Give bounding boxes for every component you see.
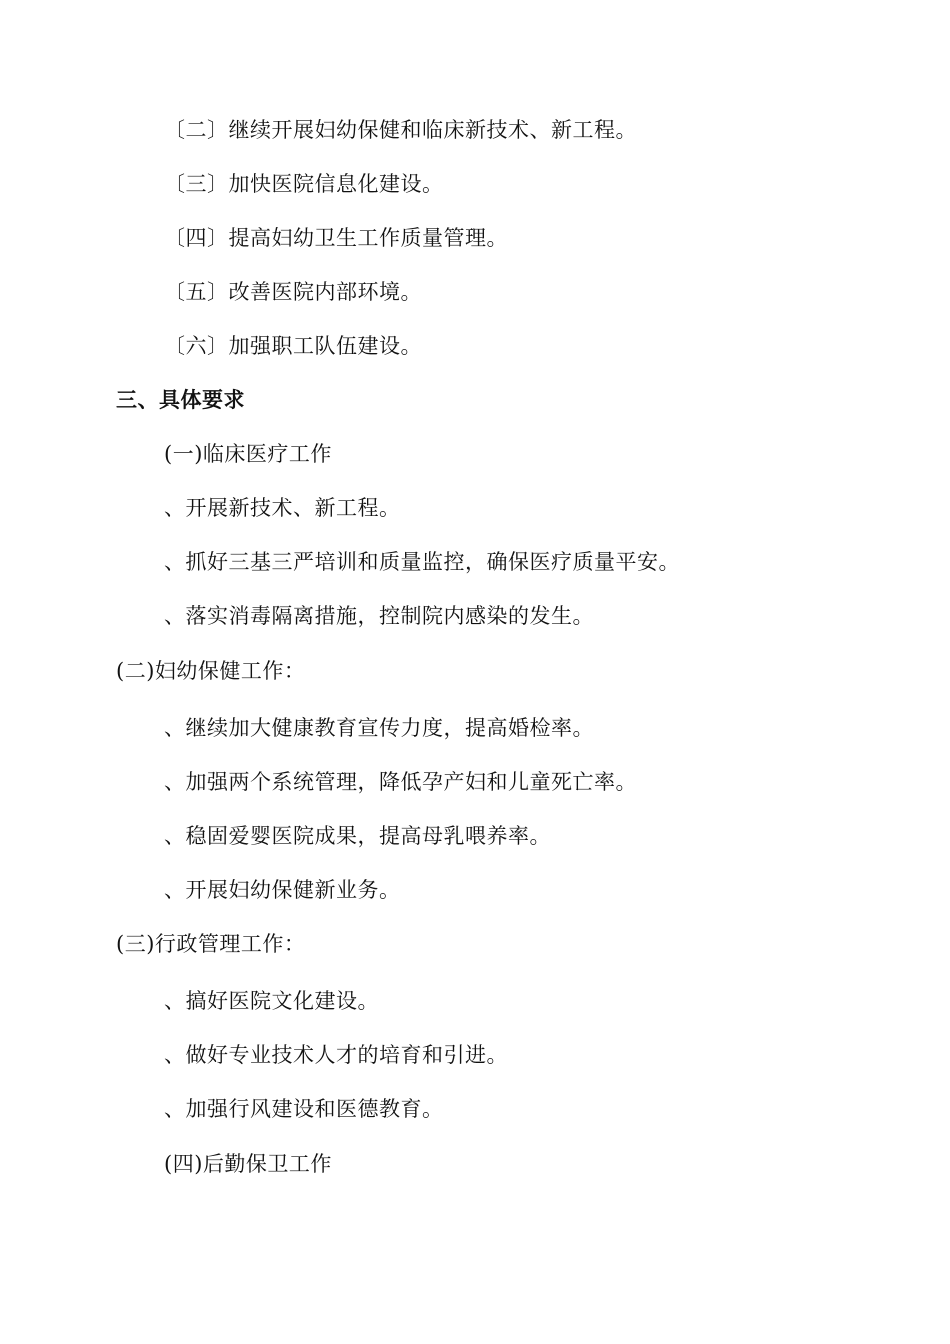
- logistics-title: (四)后勤保卫工作: [164, 1152, 332, 1176]
- clinical-item: 、落实消毒隔离措施，控制院内感染的发生。: [164, 604, 594, 628]
- admin-item: 、做好专业技术人才的培育和引进。: [164, 1043, 508, 1067]
- clinical-item: 、抓好三基三严培训和质量监控，确保医疗质量平安。: [164, 550, 680, 574]
- maternal-item: 、开展妇幼保健新业务。: [164, 878, 401, 902]
- clinical-item: 、开展新技术、新工程。: [164, 496, 401, 520]
- maternal-item: 、稳固爱婴医院成果，提高母乳喂养率。: [164, 824, 551, 848]
- goal-item-5: 〔五〕改善医院内部环境。: [164, 280, 422, 304]
- goal-item-3: 〔三〕加快医院信息化建设。: [164, 172, 444, 196]
- maternal-title: (二)妇幼保健工作：: [116, 659, 306, 683]
- goal-item-6: 〔六〕加强职工队伍建设。: [164, 334, 422, 358]
- admin-item: 、搞好医院文化建设。: [164, 989, 379, 1013]
- clinical-title: (一)临床医疗工作: [164, 442, 332, 466]
- admin-title: (三)行政管理工作：: [116, 932, 306, 956]
- maternal-item: 、加强两个系统管理，降低孕产妇和儿童死亡率。: [164, 770, 637, 794]
- goal-item-2: 〔二〕继续开展妇幼保健和临床新技术、新工程。: [164, 118, 637, 142]
- admin-item: 、加强行风建设和医德教育。: [164, 1097, 444, 1121]
- maternal-item: 、继续加大健康教育宣传力度，提高婚检率。: [164, 716, 594, 740]
- section-heading: 三、具体要求: [116, 387, 245, 412]
- goal-item-4: 〔四〕提高妇幼卫生工作质量管理。: [164, 226, 508, 250]
